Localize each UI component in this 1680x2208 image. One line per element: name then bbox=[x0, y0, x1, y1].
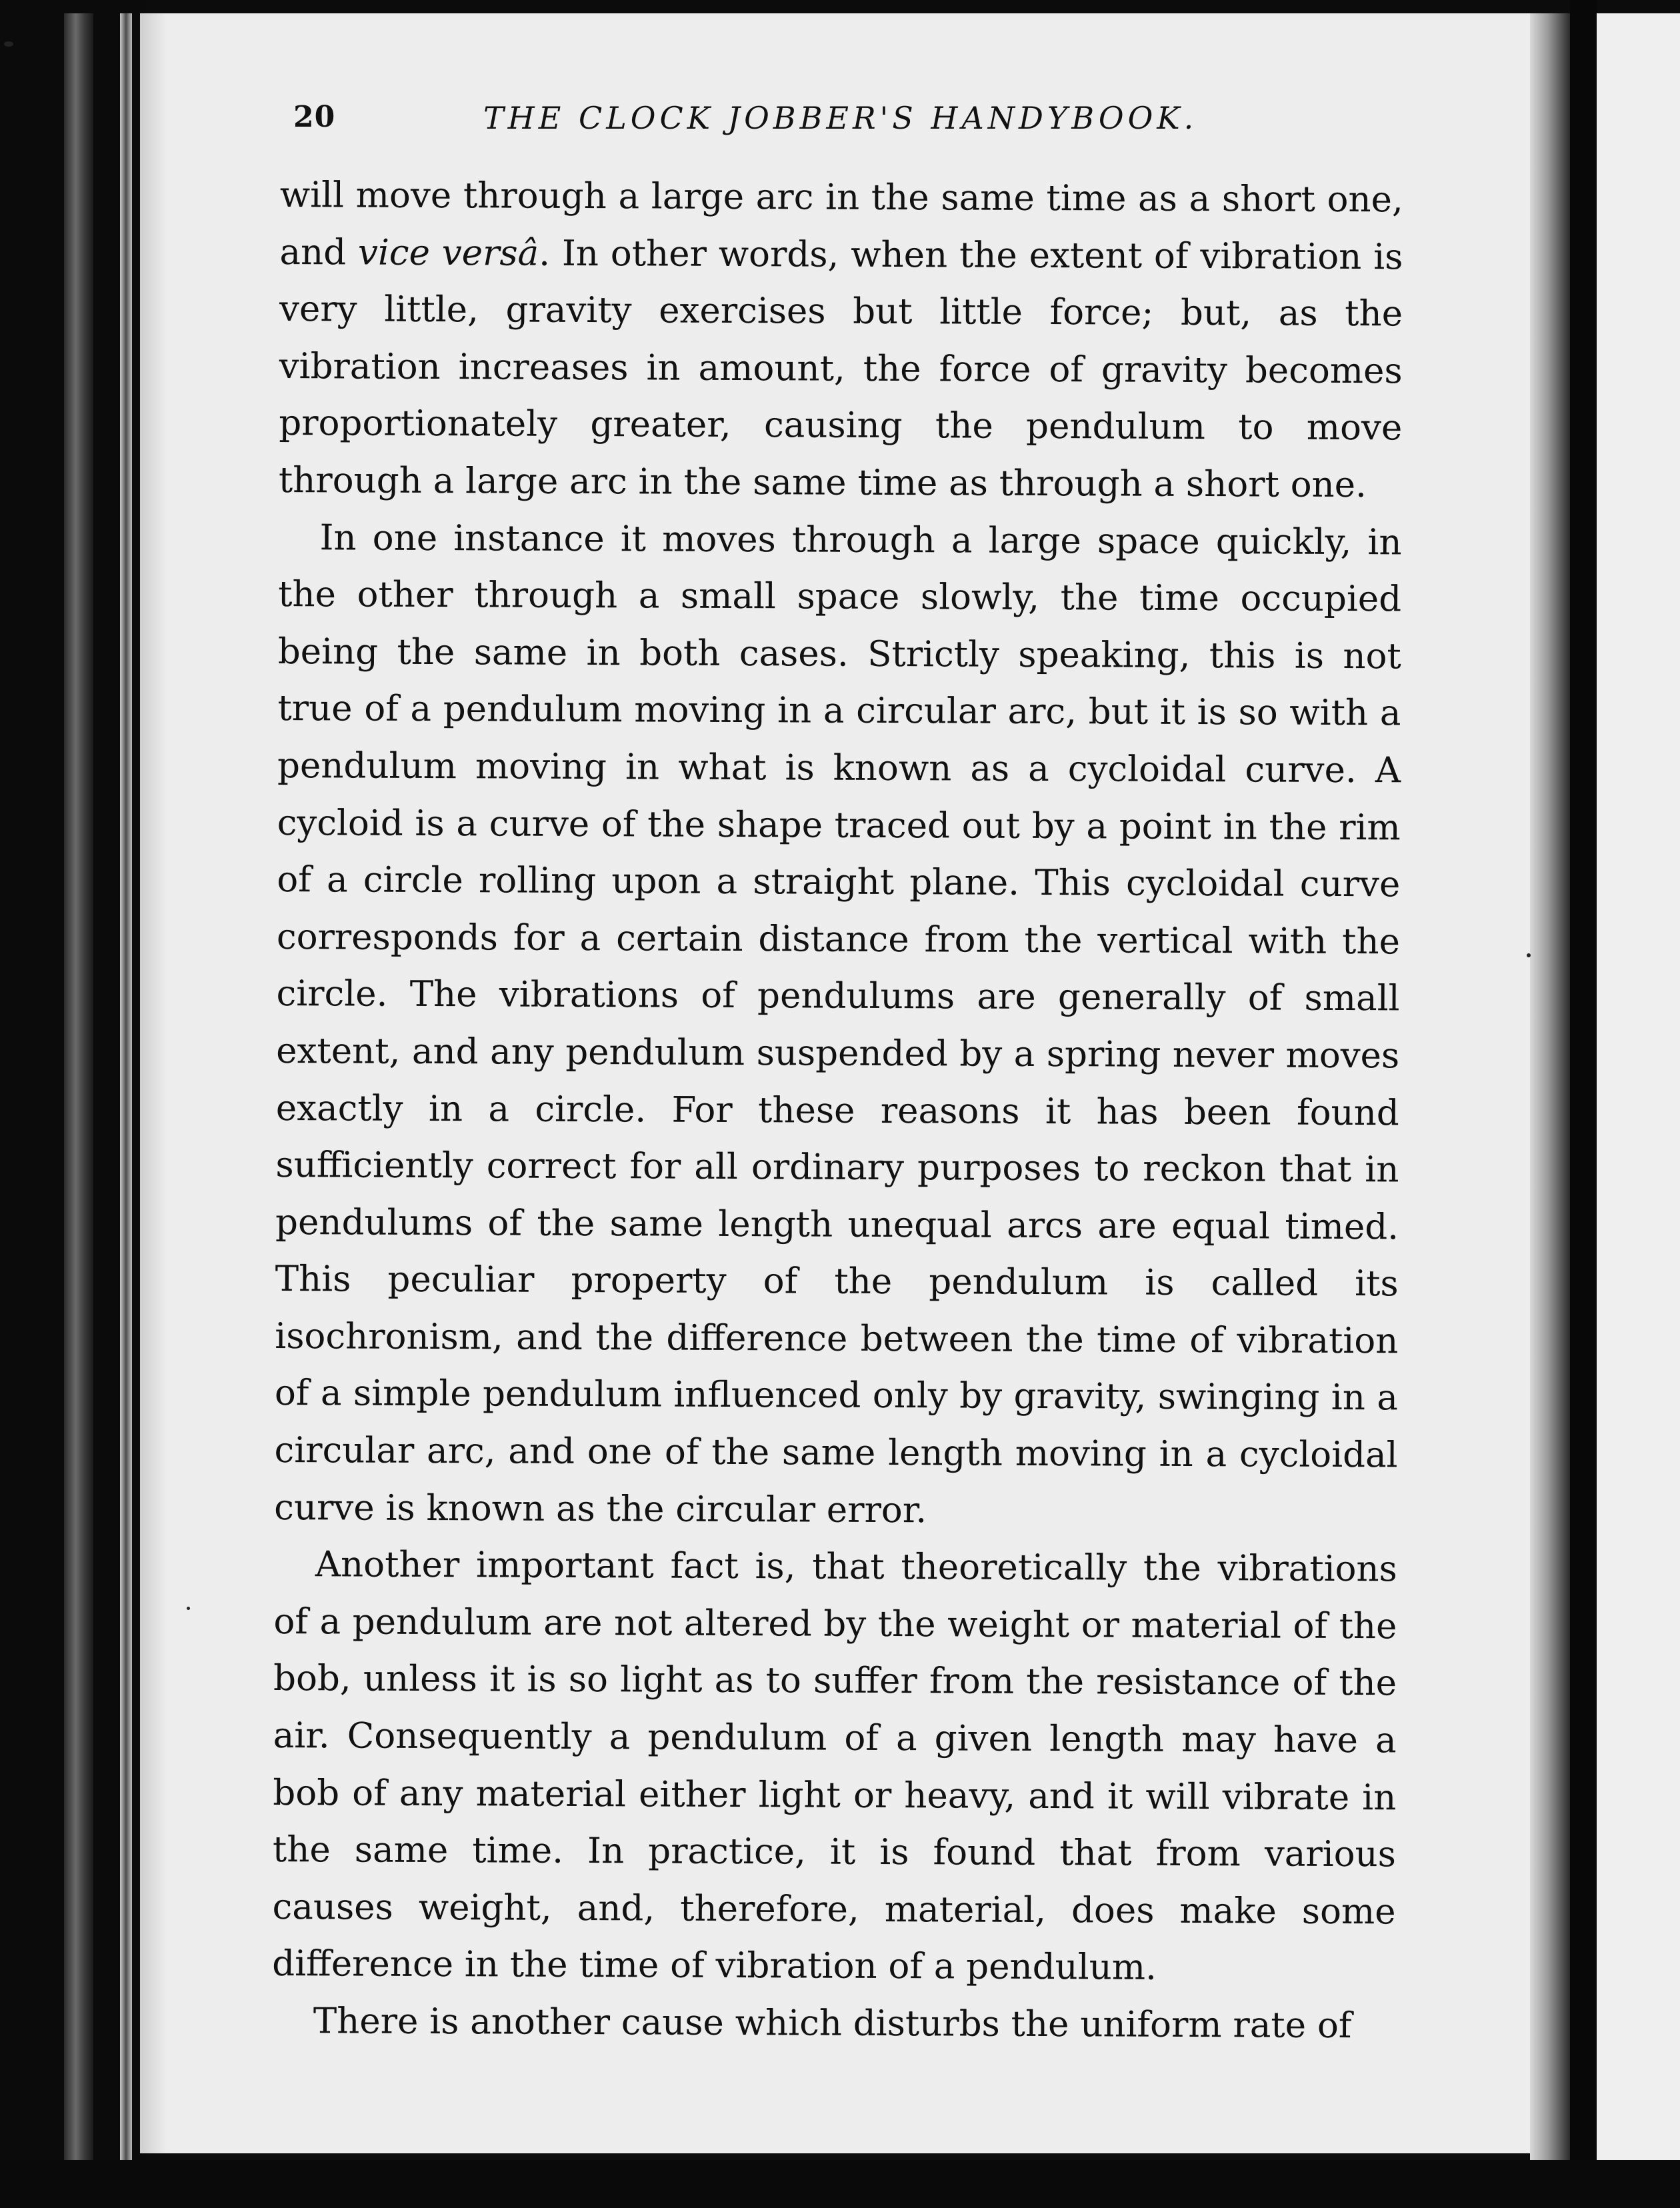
dust-speck bbox=[4, 41, 13, 47]
paragraph-3: Another important fact is, that theoretically the vibrations of a pendulum are not altered by the weight or material of the bob, unless it is so light as to suffer from the resistance of the air. Consequently a pendulum of a given length may have a bob of any material either light or heavy, and it will vibrate in the same time. In practice, it is found that from various causes weight, and, therefore, material, does make some difference in the time of vibration of a pendulum. bbox=[272, 1544, 1397, 1989]
paragraph-1-italic: vice versâ bbox=[357, 232, 539, 274]
page-shadow bbox=[140, 13, 167, 2153]
running-head bbox=[293, 100, 1213, 153]
right-gutter bbox=[1530, 13, 1570, 2160]
dust-speck bbox=[187, 1607, 190, 1610]
bottom-border bbox=[0, 2160, 1680, 2208]
dust-speck bbox=[1527, 953, 1531, 957]
running-title: THE CLOCK JOBBER'S HANDYBOOK. bbox=[483, 100, 1198, 136]
body-text bbox=[272, 167, 1403, 2055]
paragraph-1 bbox=[279, 167, 1403, 514]
page-number: 20 bbox=[293, 100, 336, 134]
paragraph-1-text-a: will move through a large arc in the same time as a short one, and bbox=[279, 174, 1403, 273]
book-spine bbox=[1570, 0, 1597, 2208]
paragraph-1-text-b: . In other words, when the extent of vibration is very little, gravity exercises but little force; but, as the vibration increases in amount, the force of gravity becomes proportionately greater, causing the pendulum to move through a large arc in the same time as through a short one. bbox=[278, 233, 1403, 506]
paragraph-2: In one instance it moves through a large space quickly, in the other through a small space slowly, the time occupied being the same in both cases. Strictly speaking, this is not true of a pendulum moving in a circular arc, but it is so with a pendulum moving in what is known as a cycloidal curve. A cycloid is a curve of the shape traced out by a point in the rim of a circle rolling upon a straight plane. This cycloidal curve corresponds for a certain distance from the vertical with the circle. The vibrations of pendulums are generally of small extent, and any pendulum suspended by a spring never moves exactly in a circle. For these reasons it has been found sufficiently correct for all ordinary purposes to reckon that in pendulums of the same length unequal arcs are equal timed. This peculiar property of the pendulum is called its isochronism, and the difference between the time of vibration of a simple pendulum influenced only by gravity, swinging in a circular arc, and one of the same length moving in a cycloidal curve is known as the circular error. bbox=[274, 517, 1402, 1531]
left-page-edge bbox=[64, 13, 93, 2167]
next-page-edge bbox=[1597, 13, 1680, 2167]
left-gutter-line bbox=[120, 13, 132, 2167]
paragraph-4: There is another cause which disturbs the uniform rate of bbox=[313, 2001, 1352, 2047]
